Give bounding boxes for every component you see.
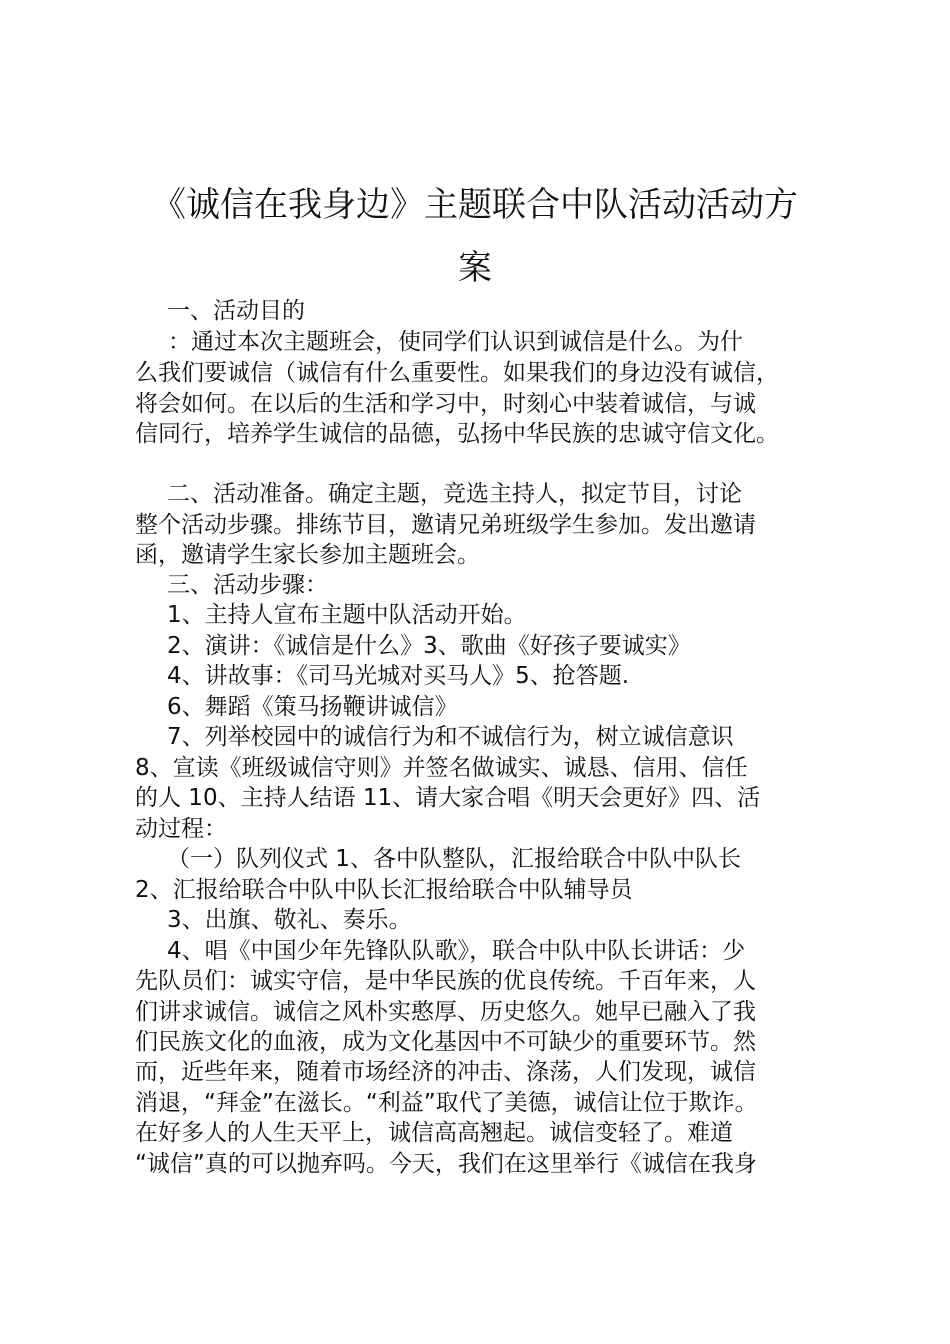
paragraph-line: 4、唱《中国少年先锋队队歌》，联合中队中队长讲话：少 — [167, 938, 746, 964]
list-item: 8、宣读《班级诚信守则》并签名做诚实、诚恳、信用、信任 — [135, 755, 748, 781]
document-title-line-2: 案 — [458, 248, 492, 288]
paragraph-line: “诚信”真的可以抛弃吗。今天，我们在这里举行《诚信在我身 — [135, 1151, 757, 1177]
paragraph-line: （一）队列仪式 1、各中队整队，汇报给联合中队中队长 — [167, 846, 741, 872]
list-item: 4、讲故事：《司马光城对买马人》5、抢答题. — [167, 663, 630, 689]
paragraph-line: 将会如何。在以后的生活和学习中，时刻心中装着诚信，与诚 — [135, 391, 756, 417]
paragraph-line: 2、汇报给联合中队中队长汇报给联合中队辅导员 — [135, 877, 633, 903]
list-item: 6、舞蹈《策马扬鞭讲诚信》 — [167, 694, 458, 720]
paragraph-line: 们民族文化的血液，成为文化基因中不可缺少的重要环节。然 — [135, 1029, 756, 1055]
paragraph-line: ：通过本次主题班会，使同学们认识到诚信是什么。为什 — [168, 329, 743, 355]
paragraph-line: 们讲求诚信。诚信之风朴实憨厚、历史悠久。她早已融入了我 — [135, 999, 756, 1025]
paragraph-line: 消退，“拜金”在滋长。“利益”取代了美德，诚信让位于欺诈。 — [135, 1090, 758, 1116]
paragraph-line: 动过程： — [135, 816, 227, 842]
list-item: 2、演讲：《诚信是什么》3、歌曲《好孩子要诚实》 — [167, 633, 691, 659]
paragraph-line: 的人 10、主持人结语 11、请大家合唱《明天会更好》四、活 — [135, 785, 761, 811]
paragraph-line: 函，邀请学生家长参加主题班会。 — [135, 542, 480, 568]
document-title-line-1: 《诚信在我身边》主题联合中队活动活动方 — [152, 185, 798, 225]
paragraph-line: 3、出旗、敬礼、奏乐。 — [167, 907, 412, 933]
section-heading-goal: 一、活动目的 — [167, 298, 305, 324]
paragraph-line: 先队员们：诚实守信，是中华民族的优良传统。千百年来，人 — [135, 968, 756, 994]
paragraph-line: 在好多人的人生天平上，诚信高高翘起。诚信变轻了。难道 — [135, 1120, 733, 1146]
paragraph-line: 信同行，培养学生诚信的品德，弘扬中华民族的忠诚守信文化。 — [135, 421, 779, 447]
list-item: 7、列举校园中的诚信行为和不诚信行为，树立诚信意识 — [167, 724, 734, 750]
paragraph-line: 么我们要诚信（诚信有什么重要性。如果我们的身边没有诚信， — [135, 360, 779, 386]
list-item: 1、主持人宣布主题中队活动开始。 — [167, 602, 527, 628]
section-heading-steps: 三、活动步骤： — [167, 572, 328, 598]
paragraph-line: 整个活动步骤。排练节目，邀请兄弟班级学生参加。发出邀请 — [135, 512, 756, 538]
paragraph-line: 而，近些年来，随着市场经济的冲击、涤荡，人们发现，诚信 — [135, 1059, 756, 1085]
paragraph-line: 二、活动准备。确定主题，竞选主持人，拟定节目，讨论 — [167, 481, 742, 507]
